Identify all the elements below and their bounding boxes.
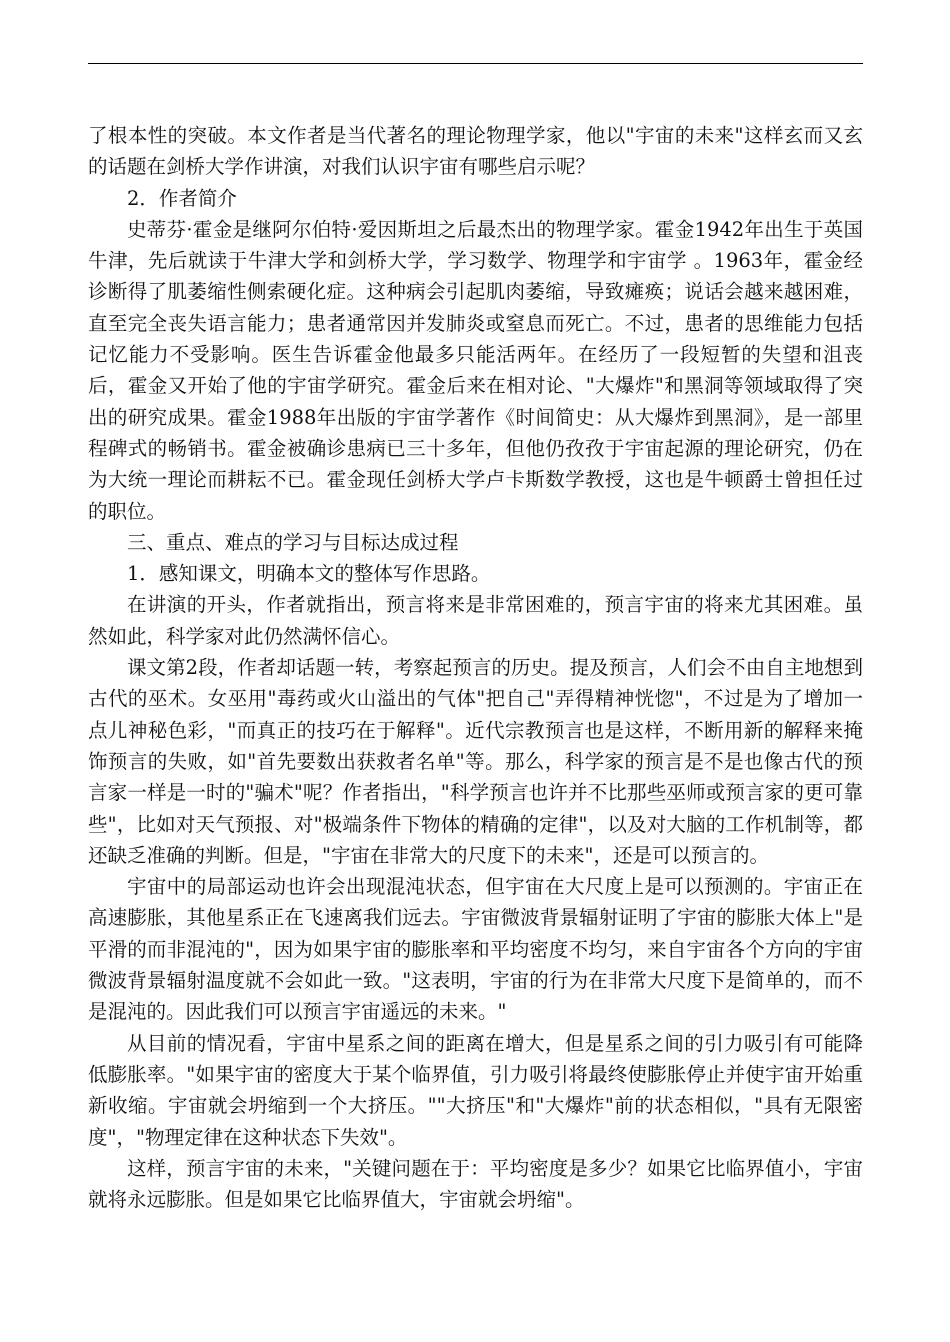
- paragraph-galaxy-distance: 从目前的情况看，宇宙中星系之间的距离在增大，但是星系之间的引力吸引有可能降低膨胀率。"如果宇宙的密度大于某个临界值，引力吸引将最终使膨胀停止并使宇宙开始重新收缩。宇宙就会坍缩到一个大挤压。""大挤压"和"大爆炸"前的状态相似，"具有无限密度"，"物理定律在这种状态下失效"。: [88, 1031, 863, 1149]
- paragraph-large-scale: 宇宙中的局部运动也许会出现混沌状态，但宇宙在大尺度上是可以预测的。宇宙正在高速膨胀，其他星系正在飞速离我们远去。宇宙微波背景辐射证明了宇宙的膨胀大体上"是平滑的而非混沌的"，因为如果宇宙的膨胀率和平均密度不均匀，来自宇宙各个方向的宇宙微波背景辐射温度就不会如此一致。"这表明，宇宙的行为在非常大尺度下是简单的，而不是混沌的。因此我们可以预言宇宙遥远的未来。": [88, 875, 863, 1024]
- header-rule: [88, 63, 863, 64]
- section-heading-key-points: 三、重点、难点的学习与目标达成过程: [127, 530, 459, 554]
- document-body: [88, 120, 863, 1215]
- paragraph-opening: 在讲演的开头，作者就指出，预言将来是非常困难的，预言宇宙的将来尤其困难。虽然如此，科学家对此仍然满怀信心。: [88, 593, 863, 648]
- paragraph-prophecy-history: 课文第2段，作者却话题一转，考察起预言的历史。提及预言，人们会不由自主地想到古代的巫术。女巫用"毒药或火山溢出的气体"把自己"弄得精神恍惚"，不过是为了增加一点儿神秘色彩，"而真正的技巧在于解释"。近代宗教预言也是这样，不断用新的解释来掩饰预言的失败，如"首先要数出获救者名单"等。那么，科学家的预言是不是也像古代的预言家一样是一时的"骗术"呢？作者指出，"科学预言也许并不比那些巫师或预言家的更可靠些"，比如对天气预报、对"极端条件下物体的精确的定律"，以及对大脑的工作机制等，都还缺乏准确的判断。但是，"宇宙在非常大的尺度下的未来"，还是可以预言的。: [88, 656, 863, 867]
- paragraph-intro-continuation: 了根本性的突破。本文作者是当代著名的理论物理学家，他以"宇宙的未来"这样玄而又玄的话题在剑桥大学作讲演，对我们认识宇宙有哪些启示呢？: [88, 124, 863, 179]
- paragraph-hawking-biography: 史蒂芬·霍金是继阿尔伯特·爱因斯坦之后最杰出的物理学家。霍金1942年出生于英国牛津，先后就读于牛津大学和剑桥大学，学习数学、物理学和宇宙学 。1963年，霍金经诊断得了肌萎缩性侧索硬化症。这种病会引起肌肉萎缩，导致瘫痪；说话会越来越困难，直至完全丧失语言能力；患者通常因并发肺炎或窒息而死亡。不过，患者的思维能力包括记忆能力不受影响。医生告诉霍金他最多只能活两年。在经历了一段短暂的失望和沮丧后，霍金又开始了他的宇宙学研究。霍金后来在相对论、"大爆炸"和黑洞等领域取得了突出的研究成果。霍金1988年出版的宇宙学著作《时间简史：从大爆炸到黑洞》，是一部里程碑式的畅销书。霍金被确诊患病已三十多年，但他仍孜孜于宇宙起源的理论研究，仍在为大统一理论而耕耘不已。霍金现任剑桥大学卢卡斯数学教授，这也是牛顿爵士曾担任过的职位。: [88, 217, 863, 523]
- subsection-heading-overview: 1．感知课文，明确本文的整体写作思路。: [127, 562, 491, 586]
- section-heading-author-intro: 2．作者简介: [127, 186, 237, 210]
- paragraph-average-density: 这样，预言宇宙的未来，"关键问题在于：平均密度是多少？如果它比临界值小，宇宙就将永远膨胀。但是如果它比临界值大，宇宙就会坍缩"。: [88, 1156, 863, 1212]
